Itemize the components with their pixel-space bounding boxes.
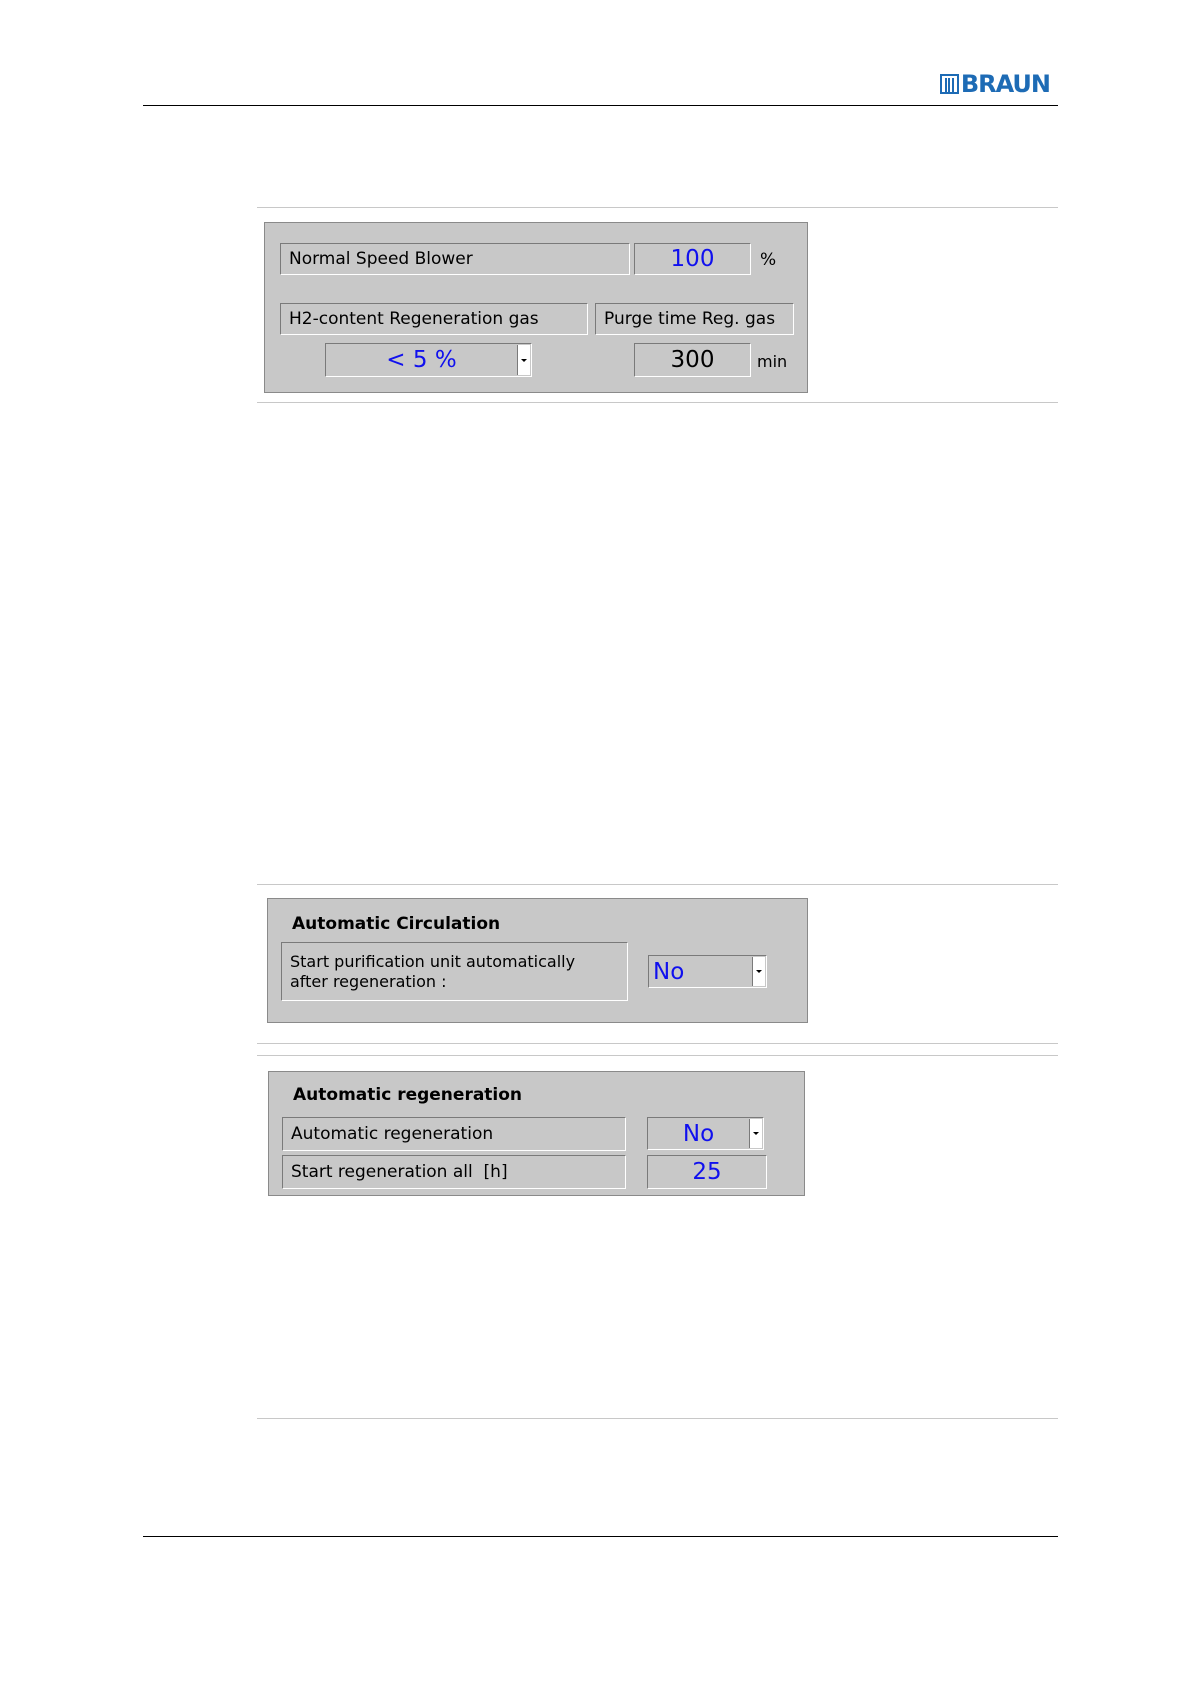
start-regeneration-interval-input[interactable]: 25 <box>647 1155 767 1189</box>
automatic-regeneration-label: Automatic regeneration <box>282 1117 626 1151</box>
blower-settings-panel <box>264 222 808 393</box>
section-divider <box>257 402 1058 403</box>
footer-rule <box>143 1536 1058 1537</box>
section-divider <box>257 1043 1058 1044</box>
section-divider <box>257 1418 1058 1419</box>
chevron-down-icon[interactable] <box>517 345 530 375</box>
automatic-regeneration-dropdown[interactable]: No <box>647 1117 764 1150</box>
start-purification-label: Start purification unit automatically after regeneration : <box>281 942 628 1001</box>
normal-speed-blower-label: Normal Speed Blower <box>280 243 630 275</box>
mbraun-logo <box>940 72 1050 96</box>
purge-time-label: Purge time Reg. gas <box>595 303 794 335</box>
automatic-regeneration-panel <box>268 1071 805 1196</box>
header-rule <box>143 105 1058 106</box>
normal-speed-blower-input[interactable]: 100 <box>634 243 751 275</box>
logo-mark-icon <box>940 74 959 94</box>
automatic-circulation-panel <box>267 898 808 1023</box>
section-divider <box>257 884 1058 885</box>
purge-time-input[interactable]: 300 <box>634 343 751 377</box>
start-purification-dropdown[interactable]: No <box>648 955 767 988</box>
percent-unit: % <box>760 250 777 270</box>
section-divider <box>257 1055 1058 1056</box>
start-regeneration-interval-label: Start regeneration all [h] <box>282 1155 626 1189</box>
chevron-down-icon[interactable] <box>752 957 765 986</box>
h2-content-dropdown[interactable]: < 5 % <box>325 343 532 377</box>
h2-content-label: H2-content Regeneration gas <box>280 303 588 335</box>
automatic-regeneration-title: Automatic regeneration <box>293 1085 523 1105</box>
automatic-circulation-title: Automatic Circulation <box>292 914 501 934</box>
chevron-down-icon[interactable] <box>749 1119 762 1148</box>
minutes-unit: min <box>757 352 788 371</box>
logo-text: BRAUN <box>960 70 1050 98</box>
section-divider <box>257 207 1058 208</box>
